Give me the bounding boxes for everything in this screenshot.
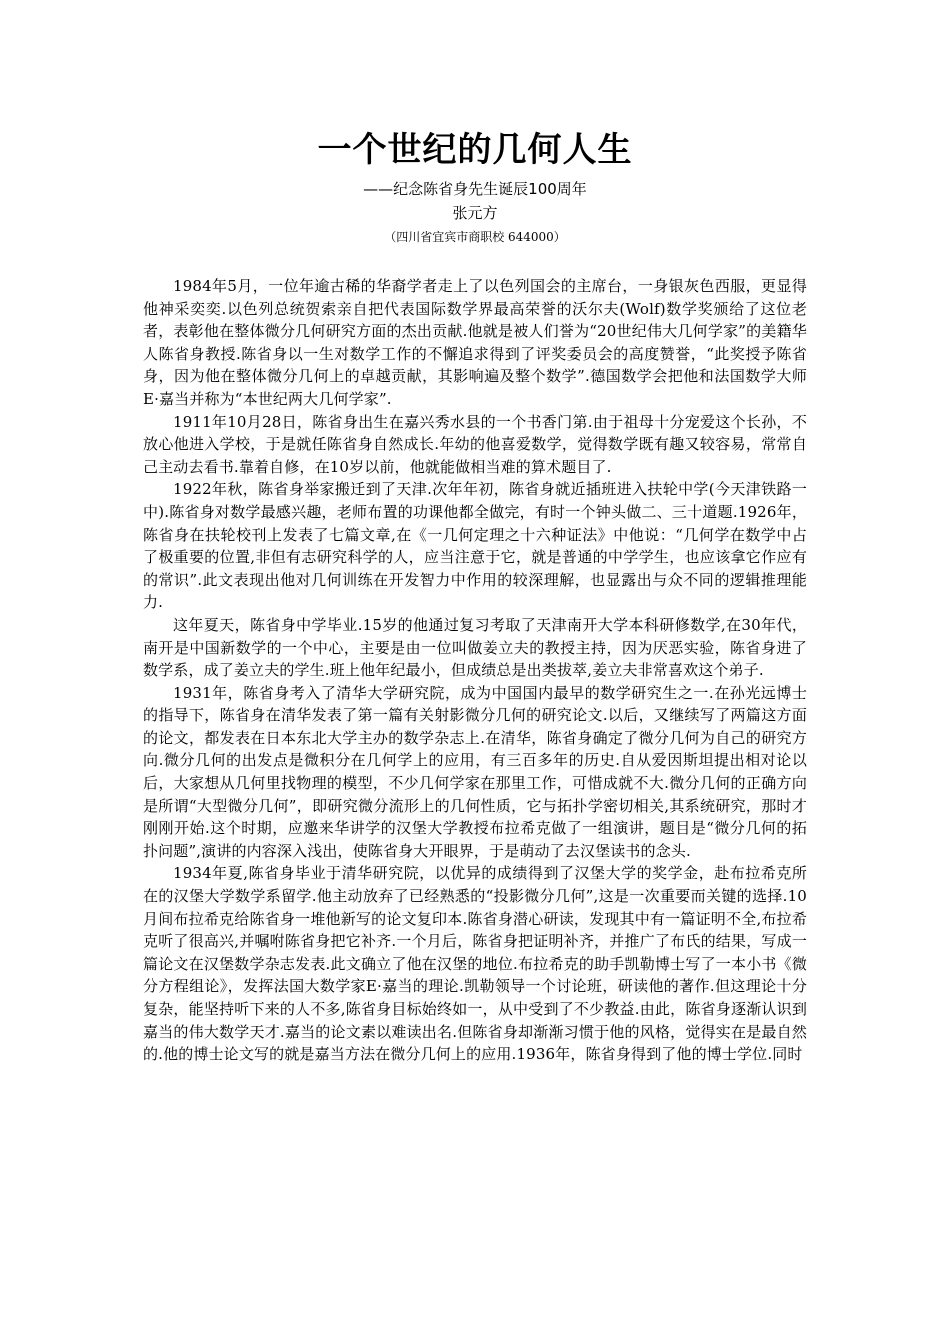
author-name: 张元方 [452,204,498,222]
article-body [143,275,807,1066]
paragraph: 1922年秋，陈省身举家搬迁到了天津.次年年初，陈省身就近插班进入扶轮中学(今天津铁路一中).陈省身对数学最感兴趣，老师布置的功课他都全做完，有时一个钟头做二、三十道题.1926年，陈省身在扶轮校刊上发表了七篇文章,在《一几何定理之十六种证法》中他说：“几何学在数学中占了极重要的位置,非但有志研究科学的人，应当注意于它，就是普通的中学学生，也应该拿它作应有的常识”.此文表现出他对几何训练在开发智力中作用的较深理解，也显露出与众不同的逻辑推理能力. [143,480,807,612]
paragraph: 这年夏天，陈省身中学毕业.15岁的他通过复习考取了天津南开大学本科研修数学,在30年代，南开是中国新数学的一个中心，主要是由一位叫做姜立夫的教授主持，因为厌恶实验，陈省身进了数学系，成了姜立夫的学生.班上他年纪最小，但成绩总是出类拔萃,姜立夫非常喜欢这个弟子. [143,615,807,680]
article-subtitle: ——纪念陈省身先生诞辰100周年 [363,180,587,198]
author-affiliation: （四川省宜宾市商职校 644000） [384,230,566,244]
article-title: 一个世纪的几何人生 [317,130,633,170]
paragraph: 1934年夏,陈省身毕业于清华研究院，以优异的成绩得到了汉堡大学的奖学金，赴布拉希克所在的汉堡大学数学系留学.他主动放弃了已经熟悉的“投影微分几何”,这是一次重要而关键的选择.10月间布拉希克给陈省身一堆他新写的论文复印本.陈省身潜心研读，发现其中有一篇证明不全,布拉希克听了很高兴,并嘱咐陈省身把它补齐.一个月后，陈省身把证明补齐，并推广了布氏的结果，写成一篇论文在汉堡数学杂志发表.此文确立了他在汉堡的地位.布拉希克的助手凯勒博士写了一本小书《微分方程组论》，发挥法国大数学家E·嘉当的理论.凯勒领导一个讨论班，研读他的著作.但这理论十分复杂，能坚持听下来的人不多,陈省身目标始终如一，从中受到了不少教益.由此，陈省身逐渐认识到嘉当的伟大数学天才.嘉当的论文素以难读出名.但陈省身却渐渐习惯于他的风格，觉得实在是最自然的.他的博士论文写的就是嘉当方法在微分几何上的应用.1936年，陈省身得到了他的博士学位.同时 [143,864,807,1064]
paragraph: 1931年，陈省身考入了清华大学研究院，成为中国国内最早的数学研究生之一.在孙光远博士的指导下，陈省身在清华发表了第一篇有关射影微分几何的研究论文.以后，又继续写了两篇这方面的论文，都发表在日本东北大学主办的数学杂志上.在清华，陈省身确定了微分几何为自己的研究方向.微分几何的出发点是微积分在几何学上的应用，有三百多年的历史.自从爱因斯坦提出相对论以后，大家想从几何里找物理的模型，不少几何学家在那里工作，可惜成就不大.微分几何的正确方向是所谓“大型微分几何”，即研究微分流形上的几何性质，它与拓扑学密切相关,其系统研究，那时才刚刚开始.这个时期，应邀来华讲学的汉堡大学教授布拉希克做了一组演讲，题目是“微分几何的拓扑问题”,演讲的内容深入浅出，使陈省身大开眼界，于是萌动了去汉堡读书的念头. [143,683,807,860]
paragraph: 1984年5月，一位年逾古稀的华裔学者走上了以色列国会的主席台，一身银灰色西服，更显得他神采奕奕.以色列总统贺索亲自把代表国际数学界最高荣誉的沃尔夫(Wolf)数学奖颁给了这位老者，表彰他在整体微分几何研究方面的杰出贡献.他就是被人们誉为“20世纪伟大几何学家”的美籍华人陈省身教授.陈省身以一生对数学工作的不懈追求得到了评奖委员会的高度赞誉，“此奖授予陈省身，因为他在整体微分几何上的卓越贡献，其影响遍及整个数学”.德国数学会把他和法国数学大师E·嘉当并称为“本世纪两大几何学家”. [143,277,807,408]
paragraph: 1911年10月28日，陈省身出生在嘉兴秀水县的一个书香门第.由于祖母十分宠爱这个长孙，不放心他进入学校，于是就任陈省身自然成长.年幼的他喜爱数学，觉得数学既有趣又较容易，常常自己主动去看书.靠着自修，在10岁以前，他就能做相当难的算术题目了. [143,412,807,476]
